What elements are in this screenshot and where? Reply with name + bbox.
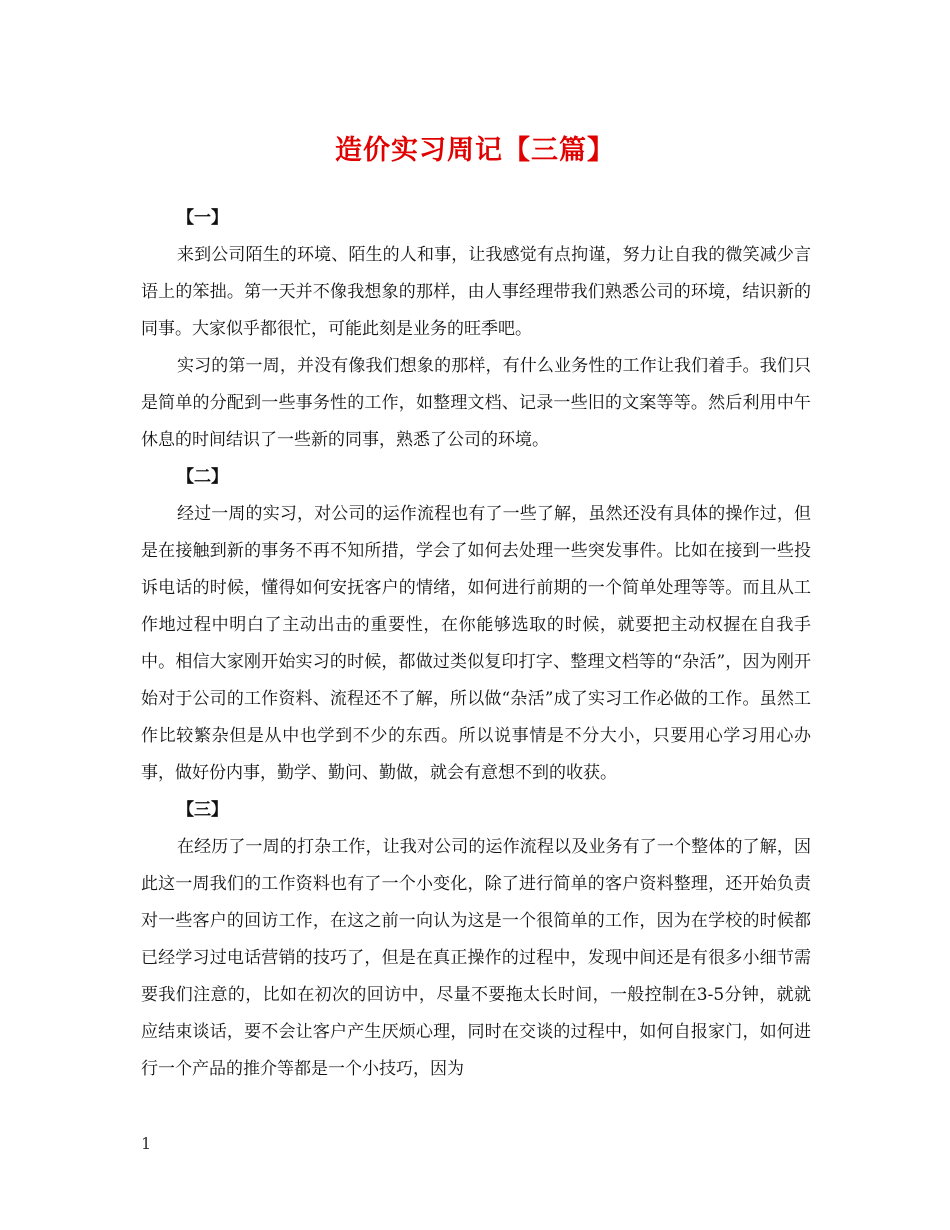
document-body xyxy=(141,200,811,1088)
paragraph: 实习的第一周，并没有像我们想象的那样，有什么业务性的工作让我们着手。我们只是简单的分配到一些事务性的工作，如整理文档、记录一些旧的文案等等。然后利用中午休息的时间结识了一些新的同事，熟悉了公司的环境。 xyxy=(141,356,811,450)
paragraph: 经过一周的实习，对公司的运作流程也有了一些了解，虽然还没有具体的操作过，但是在接触到新的事务不再不知所措，学会了如何去处理一些突发事件。比如在接到一些投诉电话的时候，懂得如何安抚客户的情绪，如何进行前期的一个简单处理等等。而且从工作地过程中明白了主动出击的重要性，在你能够选取的时候，就要把主动权握在自我手中。相信大家刚开始实习的时候，都做过类似复印打字、整理文档等的“杂活”，因为刚开始对于公司的工作资料、流程还不了解，所以做“杂活”成了实习工作必做的工作。虽然工作比较繁杂但是从中也学到不少的东西。所以说事情是不分大小，只要用心学习用心办事，做好份内事，勤学、勤问、勤做，就会有意想不到的收获。 xyxy=(141,504,811,783)
section-one xyxy=(141,200,811,459)
section-heading: 【一】 xyxy=(177,208,228,228)
document-title: 造价实习周记【三篇】 xyxy=(335,135,615,166)
section-heading: 【二】 xyxy=(177,467,228,487)
paragraph: 来到公司陌生的环境、陌生的人和事，让我感觉有点拘谨，努力让自我的微笑减少言语上的笨拙。第一天并不像我想象的那样，由人事经理带我们熟悉公司的环境，结识新的同事。大家似乎都很忙，可能此刻是业务的旺季吧。 xyxy=(141,245,811,339)
section-heading: 【三】 xyxy=(177,800,228,820)
page-number: 1 xyxy=(141,1134,152,1153)
section-two xyxy=(141,459,811,792)
paragraph: 在经历了一周的打杂工作，让我对公司的运作流程以及业务有了一个整体的了解，因此这一周我们的工作资料也有了一个小变化，除了进行简单的客户资料整理，还开始负责对一些客户的回访工作，在这之前一向认为这是一个很简单的工作，因为在学校的时候都已经学习过电话营销的技巧了，但是在真正操作的过程中，发现中间还是有很多小细节需要我们注意的，比如在初次的回访中，尽量不要拖太长时间，一般控制在3-5分钟，就就应结束谈话，要不会让客户产生厌烦心理，同时在交谈的过程中，如何自报家门，如何进行一个产品的推介等都是一个小技巧，因为 xyxy=(141,837,811,1079)
section-three xyxy=(141,792,811,1088)
